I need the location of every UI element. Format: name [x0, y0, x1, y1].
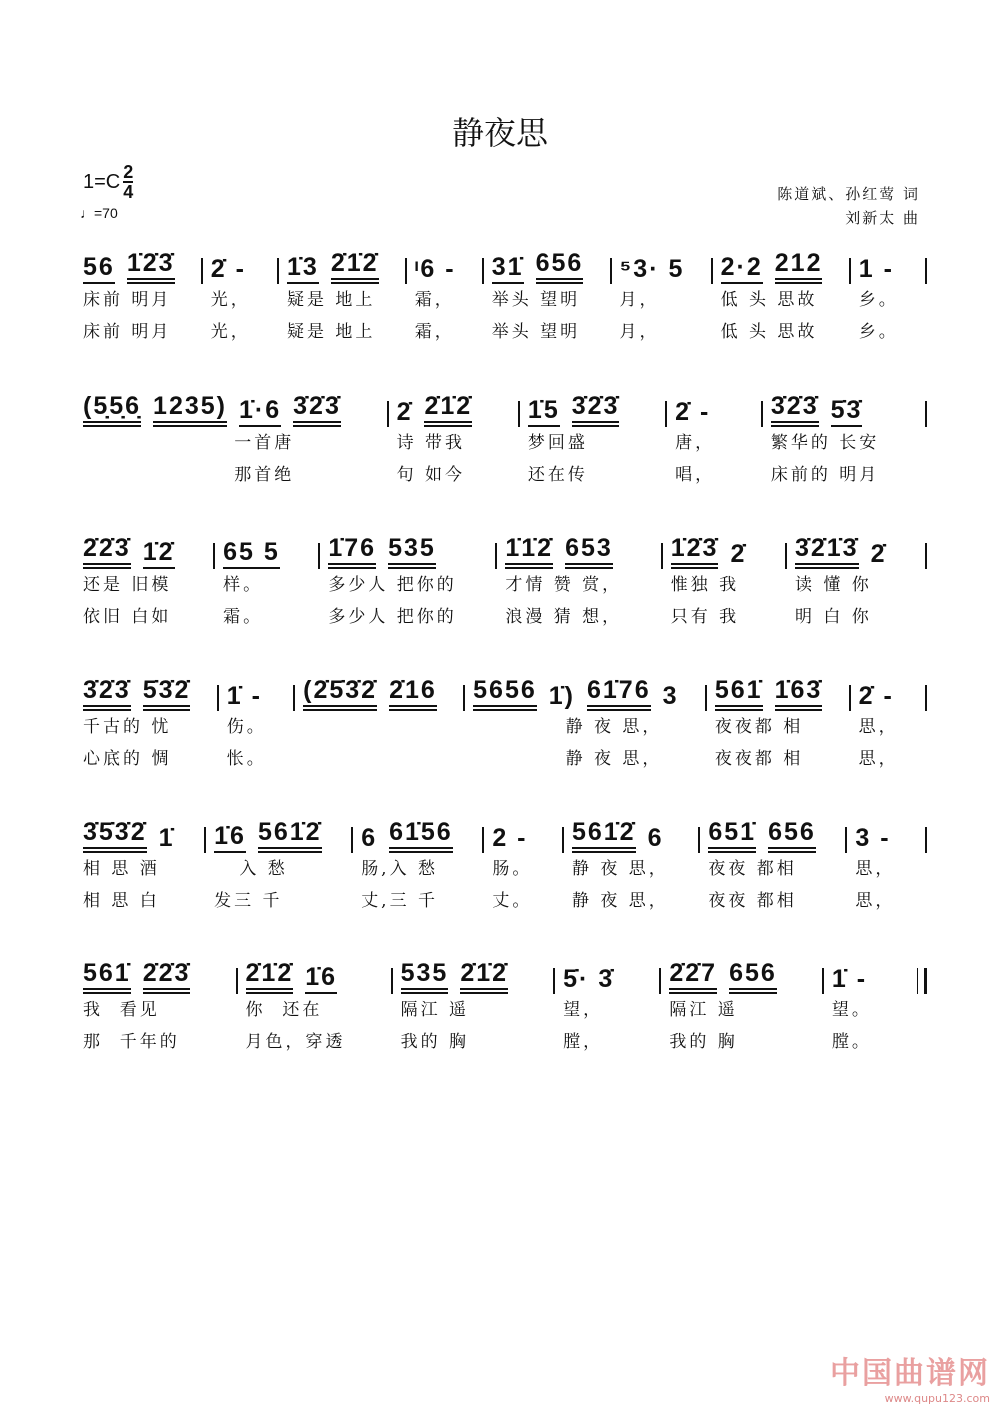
lyric-verse-1: 举头 望明 [491, 290, 581, 310]
lyric-verse-1: 霜， [414, 290, 455, 310]
measure-notes [855, 819, 917, 853]
note-group: 3̇5̇3̇2̇ [83, 819, 147, 853]
lyric-verse-1: 月， [619, 290, 660, 310]
time-signature [123, 163, 133, 201]
measure-notes [211, 250, 269, 284]
lyric-verse-1: 才情 赞 赏， [505, 575, 623, 595]
lyric-verse-1: 千古的 忧 [83, 717, 172, 737]
note-group: 5̇· 3̇ [563, 965, 615, 993]
note-group: 1̇ - [226, 682, 262, 710]
measure-notes [715, 677, 841, 711]
lyric-verse-1: 你 还在 [245, 1000, 323, 1020]
note-group: 1̇ [158, 824, 175, 852]
lyric-verse-2: 发三 千 [214, 891, 283, 911]
barline [925, 543, 927, 569]
measure [663, 535, 785, 633]
lyric-verse-2: 膛， [563, 1032, 604, 1052]
note-group: 561̇2̇ [258, 819, 322, 853]
lyric-verse-1: 梦回盛 [527, 433, 588, 453]
note-group: 61̇56 [389, 819, 453, 853]
lyric-verse-2: 我的 胸 [669, 1032, 738, 1052]
note-group: 3̇2̇1̇3̇ [795, 535, 859, 569]
lyric-verse-2: 光， [210, 322, 251, 342]
note-group: 3̇2̇3̇ [83, 677, 131, 711]
note-group: 2̇ [730, 540, 747, 568]
measure-notes [83, 819, 196, 853]
measure-notes [83, 677, 209, 711]
measure-notes [492, 819, 554, 853]
lyric-verse-1: 望， [563, 1000, 604, 1020]
lyric-verse-1: 静 夜 思， [571, 859, 669, 879]
measure-notes [83, 250, 193, 284]
lyric-verse-2: 静 夜 思， [473, 749, 663, 769]
note-group: ⁵3· 5 [619, 255, 685, 283]
lyric-verse-1: 思， [858, 717, 899, 737]
composer: 刘新太 曲 [845, 209, 920, 227]
lyric-verse-1: 我 看见 [83, 1000, 160, 1020]
measure [219, 677, 293, 775]
note-group: 1̇5 [528, 397, 560, 427]
lyric-verse-1: 低 头 思故 [720, 290, 818, 310]
lyric-verse-1: 肠,入 愁 [361, 859, 438, 879]
measure [555, 960, 659, 1058]
measure-notes [361, 819, 474, 853]
note-group: 651̇ [708, 819, 756, 853]
lyric-verse-1: 思， [855, 859, 896, 879]
lyric-verse-2: 静 夜 思， [571, 891, 669, 911]
watermark-url: www.qupu123.com [884, 1392, 990, 1405]
measure-notes [832, 960, 909, 994]
measure [206, 819, 351, 917]
note-group: 1̇76 [328, 535, 376, 569]
measure [75, 393, 387, 491]
measure [713, 250, 849, 348]
lyric-verse-2: 句 如今 [396, 465, 465, 485]
measure [484, 819, 562, 917]
lyric-verse-2: 浪漫 猜 想， [505, 607, 623, 627]
lyric-verse-1: 床前 明月 [83, 290, 172, 310]
lyric-verse-1: 一首唐 [83, 433, 295, 453]
note-group: 653 [565, 535, 613, 569]
note-group: 2̇1̇2̇ [246, 960, 294, 994]
credits [777, 182, 920, 230]
note-group: 1̇2̇3̇ [671, 535, 719, 569]
measure [661, 960, 822, 1058]
lyric-verse-2: 怅。 [226, 749, 267, 769]
note-group: 2̇ - [210, 255, 246, 283]
note-group: 2̇1̇2̇ [424, 393, 472, 427]
measure [279, 250, 405, 348]
measure-notes [669, 960, 814, 994]
measure-notes [83, 393, 379, 427]
lyric-verse-1: 乡。 [858, 290, 899, 310]
measure [320, 535, 495, 633]
measure-notes [415, 250, 474, 284]
note-group: 2̇ [870, 540, 887, 568]
note-group: ᶦ6 - [414, 255, 456, 283]
lyric-verse-2: 月色，穿透 [245, 1032, 346, 1052]
song-title: 静夜思 [451, 114, 548, 152]
watermark-name: 中国曲谱网 [830, 1356, 990, 1391]
note-group: 2̇2̇7 [669, 960, 717, 994]
measure [787, 535, 925, 633]
lyric-verse-2: 依旧 白如 [83, 607, 172, 627]
measure-notes [671, 535, 777, 569]
score-system [75, 819, 927, 917]
note-group: 1̇6 [214, 823, 246, 853]
note-group: (5̣5̣6̣ [83, 393, 141, 427]
measure-notes [227, 677, 285, 711]
note-group: 212 [775, 250, 823, 284]
note-group: 656 [729, 960, 777, 994]
lyric-verse-2: 月， [619, 322, 660, 342]
measure-notes [620, 250, 703, 284]
measure [215, 535, 318, 633]
note-group: 1 - [858, 255, 894, 283]
lyric-verse-2: 霜， [414, 322, 455, 342]
barline [925, 827, 927, 853]
note-group: 1̇2̇3̇ [127, 250, 175, 284]
note-group: 2·2 [721, 254, 763, 284]
lyric-verse-2: 只有 我 [670, 607, 740, 627]
lyric-verse-2: 唱， [675, 465, 716, 485]
measure-notes [505, 535, 652, 569]
note-group: 656 [536, 250, 584, 284]
time-bottom: 4 [123, 182, 134, 202]
note-group: 5̇3̇2̇ [143, 677, 191, 711]
measure-notes [287, 250, 397, 284]
measure [389, 393, 518, 491]
score-system [75, 535, 927, 633]
measure [612, 250, 711, 348]
measure [824, 960, 917, 1058]
lyric-verse-2: 床前的 明月 [770, 465, 880, 485]
note-group: 2̇ - [858, 682, 894, 710]
measure [75, 250, 201, 348]
note-group: 1̇63̇ [775, 677, 823, 711]
lyric-verse-1: 读 懂 你 [794, 575, 872, 595]
measure [707, 677, 849, 775]
measure [393, 960, 554, 1058]
measure-notes [492, 250, 602, 284]
measure-notes [303, 677, 455, 711]
measure-notes [223, 535, 310, 569]
measure-notes [473, 677, 697, 711]
note-group: 561̇2̇ [572, 819, 636, 853]
measure [851, 677, 925, 775]
measure [564, 819, 698, 917]
lyric-verse-1: 诗 带我 [396, 433, 465, 453]
note-group: 5̇3̇ [831, 397, 863, 427]
measure-notes [708, 819, 837, 853]
note-group: 535 [401, 960, 449, 994]
note-group: 61̇76 [587, 677, 651, 711]
measure [295, 677, 463, 775]
measure [851, 250, 925, 348]
lyric-verse-2: 那首绝 [83, 465, 295, 485]
lyric-verse-2: 疑是 地上 [287, 322, 376, 342]
lyric-verse-2: 夜夜都 相 [714, 749, 804, 769]
score-system [75, 250, 927, 348]
note-group: 1̇6 [305, 964, 337, 994]
lyric-verse-1: 疑是 地上 [287, 290, 376, 310]
note-group: 1̇ - [831, 965, 868, 993]
lyric-verse-2: 霜。 [223, 607, 264, 627]
note-group: 3̇2̇3̇ [293, 393, 341, 427]
note-group: 31̇ [492, 254, 524, 284]
note-group: 2̇ [396, 398, 413, 426]
note-group: 1̇) [548, 682, 575, 710]
key-label: 1=C [83, 170, 121, 193]
lyric-verse-2: 丈。 [492, 891, 533, 911]
lyric-verse-2: 床前 明月 [83, 322, 172, 342]
lyric-verse-1: 肠。 [492, 859, 533, 879]
note-group: 2̇1̇2̇ [460, 960, 508, 994]
lyric-verse-1: 光， [210, 290, 251, 310]
measure-notes [771, 393, 917, 427]
measure-notes [563, 960, 651, 994]
measure [520, 393, 665, 491]
measure [484, 250, 610, 348]
note-group: 6 [361, 824, 378, 852]
note-group: 561̇ [715, 677, 763, 711]
measure-notes [859, 250, 917, 284]
lyric-verse-1: 多少人 把你的 [328, 575, 457, 595]
lyric-verse-1: 相 思 酒 [83, 859, 160, 879]
lyric-verse-2: 夜夜 都相 [708, 891, 797, 911]
barline [925, 685, 927, 711]
lyric-verse-1 [303, 711, 455, 743]
lyric-verse-2: 膛。 [831, 1032, 872, 1052]
measure [465, 677, 705, 775]
note-group: 65 5 [223, 539, 280, 569]
lyric-verse-1: 惟独 我 [670, 575, 740, 595]
barline [925, 401, 927, 427]
lyric-verse-2: 思， [855, 891, 896, 911]
measure [353, 819, 482, 917]
measure [238, 960, 391, 1058]
lyric-verse-1: 样。 [223, 575, 264, 595]
lyric-verse-1: 静 夜 思， [473, 717, 663, 737]
watermark [830, 1348, 990, 1405]
key-signature [83, 163, 133, 201]
measure [75, 535, 213, 633]
lyric-verse-1: 望。 [831, 1000, 872, 1020]
measure-notes [859, 677, 917, 711]
lyric-verse-2: 低 头 思故 [720, 322, 818, 342]
lyric-verse-2: 多少人 把你的 [328, 607, 457, 627]
measure [203, 250, 277, 348]
measure-notes [397, 393, 510, 427]
measure-notes [328, 535, 487, 569]
note-group: 1235) [153, 393, 227, 427]
note-group: 56 [83, 254, 115, 284]
note-group: 2̇ - [675, 398, 711, 426]
measure-notes [572, 819, 690, 853]
lyric-verse-1: 还是 旧模 [83, 575, 172, 595]
measure [75, 677, 217, 775]
lyric-verse-1: 唐， [675, 433, 716, 453]
lyric-verse-2 [303, 743, 455, 775]
time-top: 2 [123, 162, 134, 182]
note-group: (2̇5̇3̇2̇ [303, 677, 377, 711]
measure [497, 535, 660, 633]
measure [75, 960, 236, 1058]
lyric-verse-2: 那 千年的 [83, 1032, 180, 1052]
note-group: 1̇2̇ [143, 539, 175, 569]
measure-notes [721, 250, 841, 284]
note-group: 3̇2̇3̇ [572, 393, 620, 427]
measure [667, 393, 761, 491]
note-group: 5656 [473, 677, 537, 711]
note-group: 2̇2̇3̇ [83, 535, 131, 569]
lyric-verse-2: 还在传 [527, 465, 588, 485]
measure-notes [528, 393, 657, 427]
lyric-verse-1: 夜夜 都相 [708, 859, 797, 879]
note-group: 6 [647, 824, 664, 852]
measure-notes [83, 535, 205, 569]
score-system [75, 393, 927, 491]
note-group: 3 - [855, 824, 891, 852]
note-group: 2̇1̇2̇ [331, 250, 379, 284]
note-group: 1̇·6 [239, 397, 281, 427]
barline [925, 258, 927, 284]
lyric-verse-1: 繁华的 长安 [770, 433, 880, 453]
tempo-mark: ♩=70 [80, 205, 118, 221]
lyric-verse-2: 我的 胸 [400, 1032, 470, 1052]
lyric-verse-2: 相 思 白 [83, 891, 160, 911]
note-group: 2̇2̇3̇ [143, 960, 191, 994]
measure-notes [401, 960, 546, 994]
lyric-verse-1: 伤。 [226, 717, 267, 737]
measure [75, 819, 204, 917]
lyric-verse-2: 举头 望明 [491, 322, 581, 342]
lyric-verse-1: 入 愁 [214, 859, 288, 879]
lyric-verse-1: 夜夜都 相 [714, 717, 804, 737]
final-barline [917, 968, 927, 994]
lyric-verse-1: 隔江 遥 [669, 1000, 738, 1020]
measure-notes [795, 535, 917, 569]
note-group: 1̇1̇2̇ [505, 535, 553, 569]
note-group: 2̇16 [389, 677, 437, 711]
note-group: 3̇2̇3̇ [771, 393, 819, 427]
note-group: 561̇ [83, 960, 131, 994]
note-group: 535 [388, 535, 436, 569]
lyricist: 陈道斌、孙红莺 词 [777, 185, 920, 203]
lyric-verse-1: 隔江 遥 [400, 1000, 470, 1020]
measure-notes [83, 960, 228, 994]
measure [407, 250, 482, 348]
measure-notes [675, 393, 753, 427]
measure-notes [214, 819, 343, 853]
note-group: 1̇3 [287, 254, 319, 284]
measure-notes [246, 960, 383, 994]
measure [763, 393, 925, 491]
score-system [75, 677, 927, 775]
lyric-verse-2: 丈,三 千 [361, 891, 438, 911]
lyric-verse-2: 思， [858, 749, 899, 769]
note-group: 656 [768, 819, 816, 853]
measure [700, 819, 845, 917]
note-group: 2 - [492, 824, 528, 852]
lyric-verse-2: 乡。 [858, 322, 899, 342]
note-group: 3 [662, 682, 679, 710]
lyric-verse-2: 心底的 惆 [83, 749, 172, 769]
measure [847, 819, 925, 917]
score-system [75, 960, 927, 1058]
lyric-verse-2: 明 白 你 [794, 607, 872, 627]
